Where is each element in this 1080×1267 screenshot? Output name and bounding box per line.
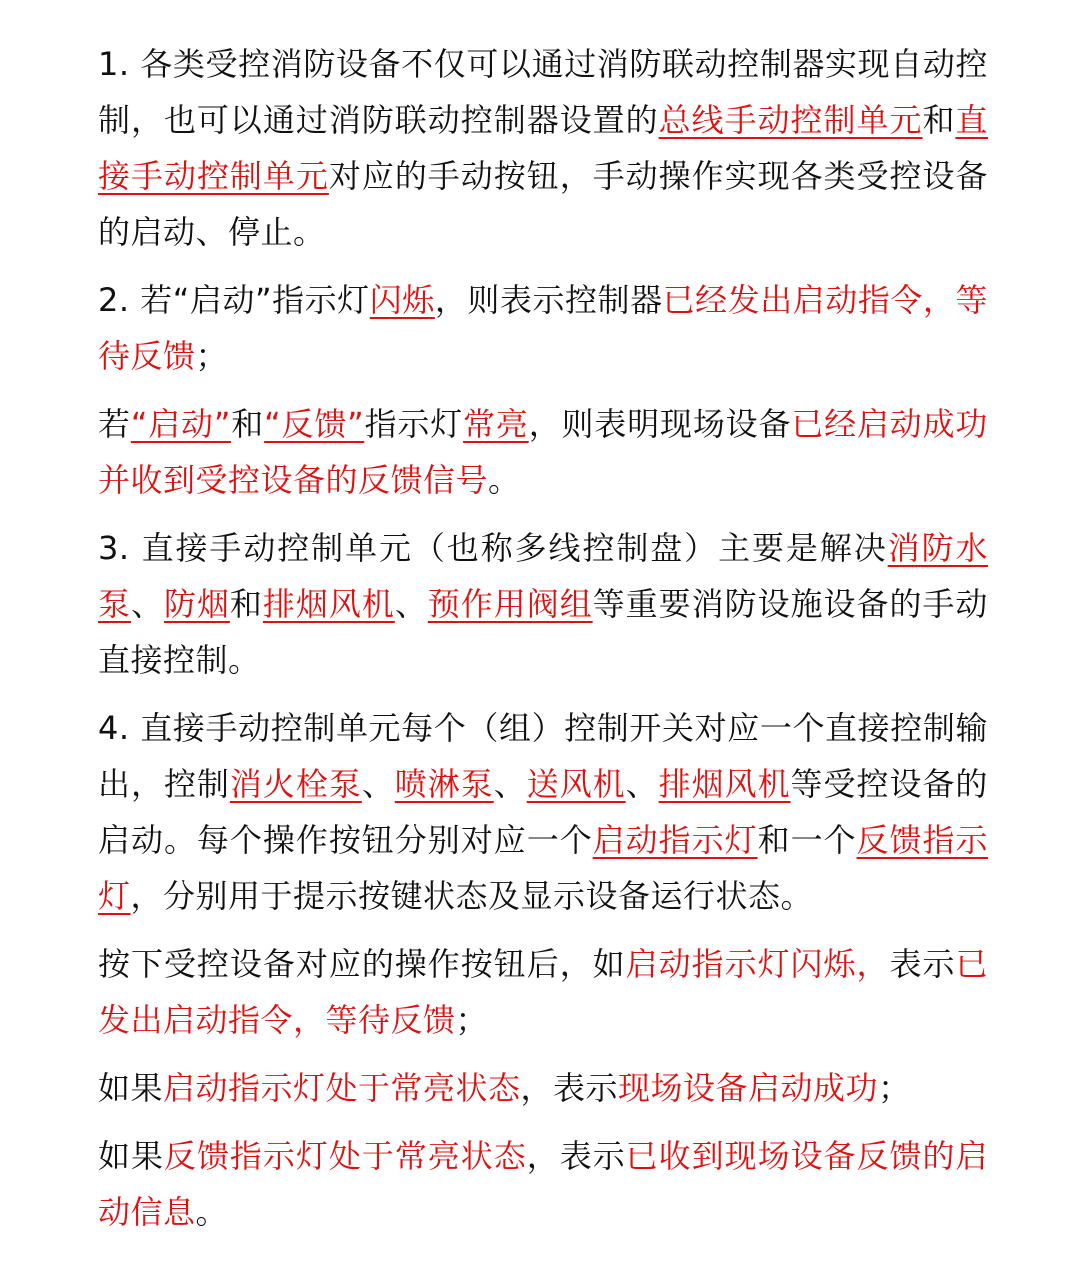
p3-text-end: 。 — [488, 461, 521, 499]
p6-text-mid: 表示 — [889, 945, 956, 983]
highlight-started-success: 已经启动成功并收到受控设备的反馈信号 — [98, 405, 988, 499]
highlight-start-indicator-flashing: 启动指示灯闪烁， — [625, 945, 890, 983]
highlight-feedback-indicator-steady: 反馈指示灯处于常亮状态 — [163, 1137, 527, 1175]
p4-text-end: 等重要消防设施设备的手动直接控制。 — [98, 585, 988, 679]
p2-text: 2. 若“启动”指示灯 — [98, 281, 370, 319]
p3-indicator: 指示灯 — [364, 405, 464, 443]
p1-and: 和 — [922, 101, 956, 139]
p7-text-mid: ，表示 — [520, 1069, 619, 1107]
p5-sep-1: 、 — [361, 765, 395, 803]
term-feedback-indicator: 反馈指示灯 — [98, 821, 988, 915]
paragraph-2 — [98, 272, 988, 384]
paragraph-8 — [98, 1128, 988, 1240]
term-fire-water-pump: 消防水泵 — [98, 529, 988, 623]
p8-text-end: 。 — [195, 1193, 229, 1231]
p5-sep-3: 、 — [625, 765, 659, 803]
paragraph-6 — [98, 936, 988, 1048]
p8-text: 如果 — [98, 1137, 164, 1175]
p5-text-mid: 等受控设备的启动。每个操作按钮分别对应一个 — [98, 765, 988, 859]
p4-text: 3. 直接手动控制单元（也称多线控制盘）主要是解决 — [98, 529, 888, 567]
p5-text: 4. 直接手动控制单元每个（组）控制开关对应一个直接控制输出，控制 — [98, 709, 988, 803]
paragraph-5 — [98, 700, 988, 924]
p7-text: 如果 — [98, 1069, 164, 1107]
term-bus-manual-control-unit: 总线手动控制单元 — [658, 101, 923, 139]
term-smoke-prevention: 防烟 — [163, 585, 230, 623]
highlight-feedback-received: 已收到现场设备反馈的启动信息 — [98, 1137, 988, 1231]
highlight-command-sent-waiting: 已发出启动指令，等待反馈 — [98, 945, 988, 1039]
highlight-start-indicator-steady: 启动指示灯处于常亮状态 — [163, 1069, 521, 1107]
term-preaction-valve-group: 预作用阀组 — [427, 585, 593, 623]
term-sprinkler-pump: 喷淋泵 — [394, 765, 494, 803]
p6-text: 按下受控设备对应的操作按钮后，如 — [98, 945, 626, 983]
p1-text-end: 对应的手动按钮，手动操作实现各类受控设备的启动、停止。 — [98, 157, 988, 251]
term-smoke-exhaust-fan: 排烟风机 — [262, 585, 395, 623]
term-feedback-quoted: “反馈” — [264, 405, 365, 443]
term-start-indicator: 启动指示灯 — [592, 821, 758, 859]
p4-and: 和 — [229, 585, 263, 623]
document-body — [98, 36, 988, 1252]
p4-sep-1: 、 — [130, 585, 164, 623]
p4-sep-2: 、 — [394, 585, 428, 623]
term-flashing: 闪烁 — [369, 281, 435, 319]
p1-text: 1. 各类受控消防设备不仅可以通过消防联动控制器实现自动控制，也可以通过消防联动控制器设置的 — [98, 45, 988, 139]
highlight-start-command-sent: 已经发出启动指令，等待反馈 — [98, 281, 988, 375]
term-direct-manual-control-unit: 直接手动控制单元 — [98, 101, 988, 195]
p3-text: 若 — [98, 405, 131, 443]
p6-text-end: ； — [455, 1001, 489, 1039]
term-supply-fan: 送风机 — [526, 765, 626, 803]
p5-text-end: ，分别用于提示按键状态及显示设备运行状态。 — [130, 877, 814, 915]
term-steady-on: 常亮 — [463, 405, 529, 443]
term-exhaust-fan: 排烟风机 — [658, 765, 791, 803]
p8-text-mid: ，表示 — [526, 1137, 626, 1175]
paragraph-7 — [98, 1060, 988, 1116]
paragraph-1 — [98, 36, 988, 260]
p2-text-end: ； — [195, 337, 229, 375]
p5-sep-2: 、 — [493, 765, 527, 803]
p5-and: 和一个 — [757, 821, 857, 859]
paragraph-4 — [98, 520, 988, 688]
highlight-device-started: 现场设备启动成功 — [618, 1069, 879, 1107]
term-hydrant-pump: 消火栓泵 — [229, 765, 362, 803]
term-start-quoted: “启动” — [130, 405, 231, 443]
p3-and: 和 — [230, 405, 265, 443]
p3-text-mid: ，则表明现场设备 — [528, 405, 792, 443]
p7-text-end: ； — [878, 1069, 911, 1107]
paragraph-3 — [98, 396, 988, 508]
p2-text-mid: ，则表示控制器 — [434, 281, 663, 319]
